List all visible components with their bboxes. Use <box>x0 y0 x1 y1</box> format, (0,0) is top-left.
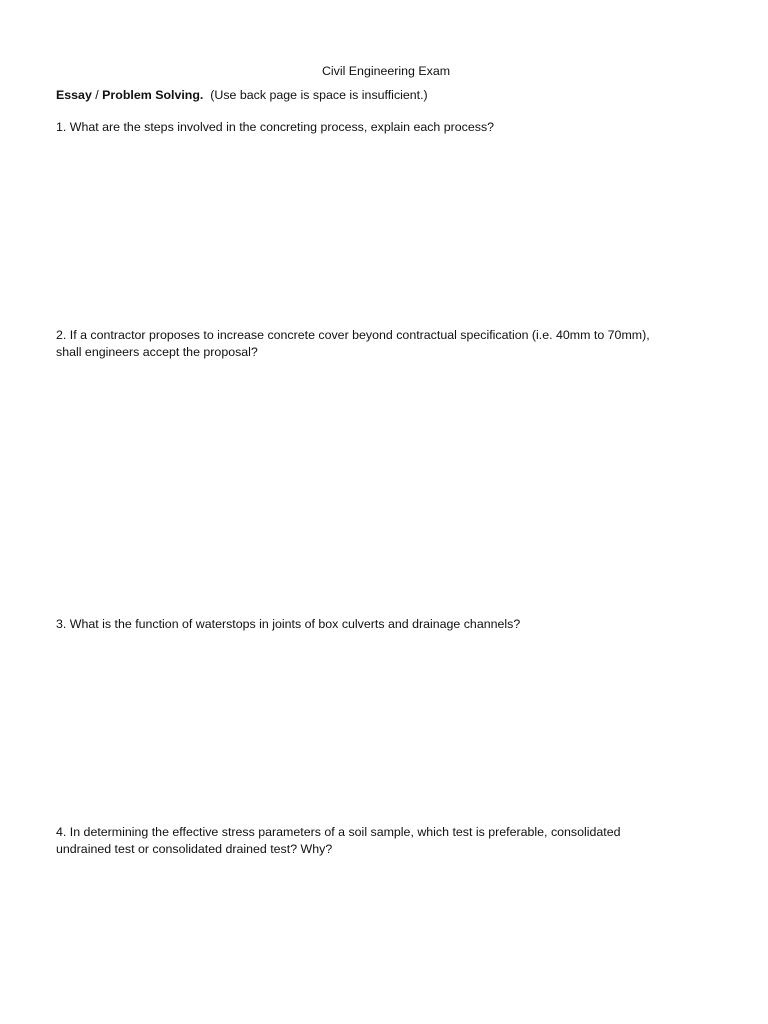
question-text: 1. What are the steps involved in the concreting process, explain each process? <box>56 120 495 134</box>
question-text-continued: undrained test or consolidated drained test? Why? <box>56 841 333 856</box>
question-text: 2. If a contractor proposes to increase concrete cover beyond contractual specification (i.e. 40mm to 70mm), <box>56 328 650 342</box>
section-instructions <box>56 87 428 104</box>
question-2 <box>56 327 696 360</box>
question-text-continued: shall engineers accept the proposal? <box>56 344 258 359</box>
question-text: 3. What is the function of waterstops in joints of box culverts and drainage channels? <box>56 617 521 631</box>
exam-title: Civil Engineering Exam <box>321 64 451 78</box>
question-3 <box>56 616 696 633</box>
question-text: 4. In determining the effective stress parameters of a soil sample, which test is preferable, consolidated <box>56 825 621 839</box>
section-note: (Use back page is space is insufficient.) <box>210 88 428 102</box>
section-label-essay: Essay <box>56 88 92 102</box>
section-label-problem-solving: Problem Solving. <box>102 88 204 102</box>
section-label-separator: / <box>91 88 103 102</box>
question-1 <box>56 119 696 136</box>
question-4 <box>56 824 696 857</box>
